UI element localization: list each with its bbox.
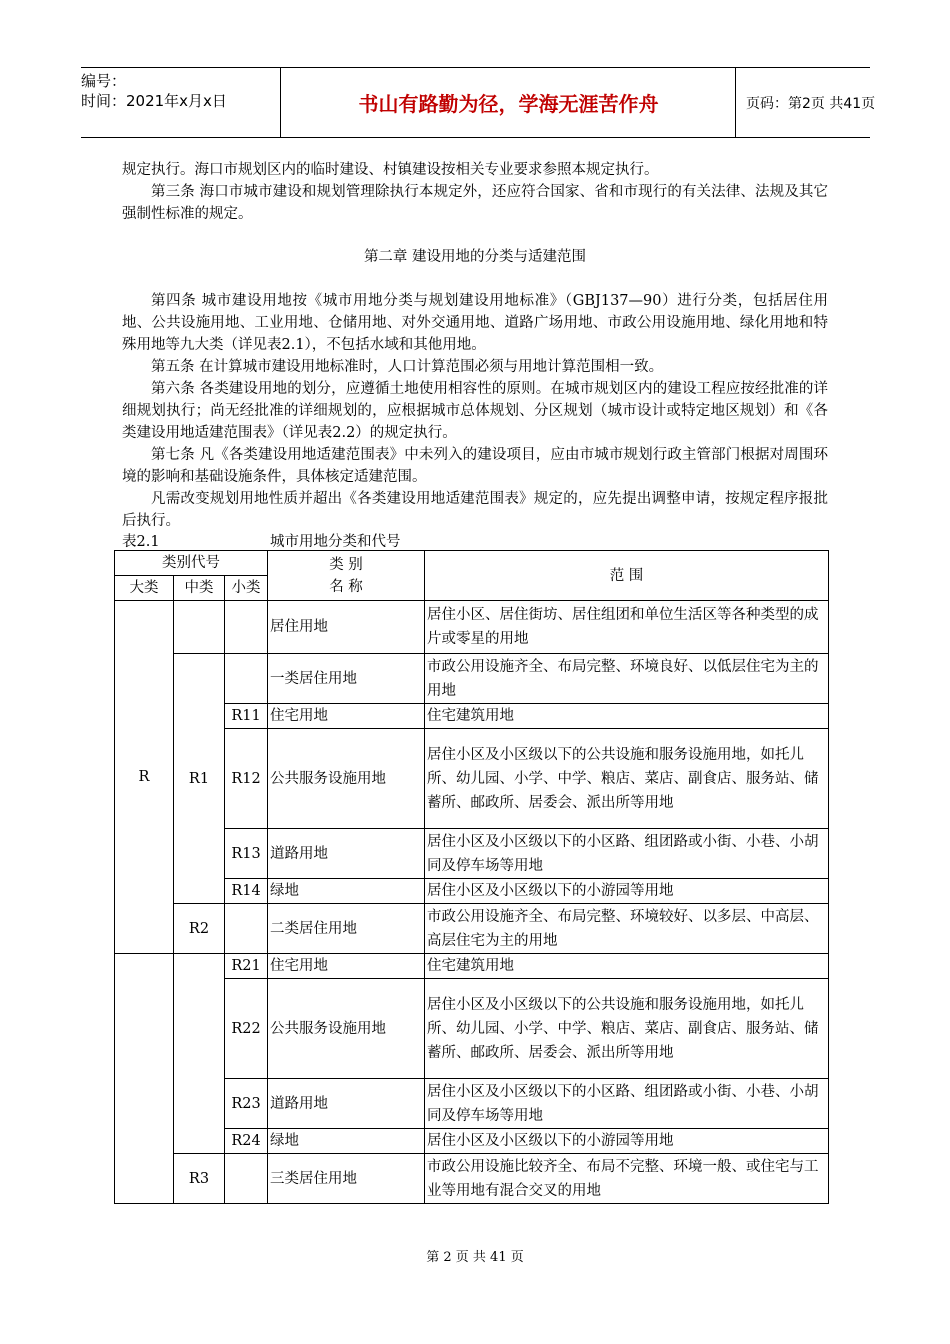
cell-scope: 市政公用设施比较齐全、布局不完整、环境一般、或住宅与工业等用地有混合交叉的用地	[425, 1154, 829, 1204]
cell-scope: 居住小区及小区级以下的小区路、组团路或小街、小巷、小胡同及停车场等用地	[425, 1079, 829, 1129]
cell-name: 一类居住用地	[268, 654, 425, 704]
article-7: 第七条 凡《各类建设用地适建范围表》中未列入的建设项目，应由市城市规划行政主管部门根据对周围环境的影响和基础设施条件，具体核定适建范围。	[122, 447, 828, 485]
cell-name: 住宅用地	[268, 704, 425, 729]
cell-scope: 居住小区及小区级以下的小游园等用地	[425, 879, 829, 904]
cell-scope: 居住小区及小区级以下的小游园等用地	[425, 1129, 829, 1154]
cell-name: 二类居住用地	[268, 904, 425, 954]
cell-name: 绿地	[268, 879, 425, 904]
cell-minor	[225, 601, 268, 654]
cell-name: 公共服务设施用地	[268, 979, 425, 1079]
cell-scope: 住宅建筑用地	[425, 954, 829, 979]
header-medium: 中类	[174, 576, 225, 601]
cell-medium	[174, 601, 225, 654]
cell-scope: 居住小区及小区级以下的小区路、组团路或小街、小巷、小胡同及停车场等用地	[425, 829, 829, 879]
header-name-top: 类 别	[329, 556, 363, 573]
cell-name: 道路用地	[268, 1079, 425, 1129]
table-row	[115, 904, 829, 954]
cell-minor: R14	[225, 879, 268, 904]
cell-scope: 住宅建筑用地	[425, 704, 829, 729]
cell-minor: R12	[225, 729, 268, 829]
header-minor: 小类	[225, 576, 268, 601]
table-title: 城市用地分类和代号	[270, 534, 401, 550]
cell-scope: 居住小区、居住街坊、居住组团和单位生活区等各种类型的成片或零星的用地	[425, 601, 829, 654]
document-number-label: 编号：	[81, 72, 127, 90]
cell-scope: 居住小区及小区级以下的公共设施和服务设施用地，如托儿所、幼儿园、小学、中学、粮店、菜店、副食店、服务站、储蓄所、邮政所、居委会、派出所等用地	[425, 979, 829, 1079]
article-4: 第四条 城市建设用地按《城市用地分类与规划建设用地标准》（GBJ137—90）进行分类，包括居住用地、公共设施用地、工业用地、仓储用地、对外交通用地、道路广场用地、市政公用设施用地、绿化用地和特殊用地等九大类（详见表2.1），不包括水域和其他用地。	[122, 293, 828, 353]
header-motto: 书山有路勤为径，学海无涯苦作舟	[282, 68, 736, 137]
cell-name: 住宅用地	[268, 954, 425, 979]
header-meta	[81, 68, 281, 137]
header-name-bottom: 名 称	[329, 578, 363, 595]
article-7-note: 凡需改变规划用地性质并超出《各类建设用地适建范围表》规定的，应先提出调整申请，按规定程序报批后执行。	[122, 491, 828, 529]
cell-name: 道路用地	[268, 829, 425, 879]
cell-medium: R3	[174, 1154, 225, 1204]
cell-medium	[174, 954, 225, 1154]
cell-minor: R21	[225, 954, 268, 979]
cell-major	[115, 954, 174, 1204]
article-5: 第五条 在计算城市建设用地标准时，人口计算范围必须与用地计算范围相一致。	[151, 359, 664, 375]
page-header	[81, 67, 876, 138]
cell-name: 居住用地	[268, 601, 425, 654]
paragraph: 规定执行。海口市规划区内的临时建设、村镇建设按相关专业要求参照本规定执行。	[122, 162, 659, 178]
cell-name: 三类居住用地	[268, 1154, 425, 1204]
cell-scope: 市政公用设施齐全、布局完整、环境较好、以多层、中高层、高层住宅为主的用地	[425, 904, 829, 954]
chapter-title: 第二章 建设用地的分类与适建范围	[363, 249, 587, 265]
header-major: 大类	[115, 576, 174, 601]
cell-major: R	[115, 601, 174, 954]
cell-minor: R11	[225, 704, 268, 729]
header-page-info: 页码：第2页 共41页	[746, 95, 876, 112]
cell-name: 公共服务设施用地	[268, 729, 425, 829]
cell-name: 绿地	[268, 1129, 425, 1154]
table-row	[115, 954, 829, 979]
paragraph: 第三条 海口市城市建设和规划管理除执行本规定外，还应符合国家、省和市现行的有关法律、法规及其它强制性标准的规定。	[122, 184, 828, 222]
land-use-table	[114, 550, 829, 1204]
article-6: 第六条 各类建设用地的划分，应遵循土地使用相容性的原则。在城市规划区内的建设工程应按经批准的详细规划执行；尚无经批准的详细规划的，应根据城市总体规划、分区规划（城市设计或特定地区规划）和《各类建设用地适建范围表》（详见表2.2）的规定执行。	[122, 381, 828, 441]
page-footer: 第 2 页 共 41 页	[426, 1250, 524, 1265]
cell-minor: R13	[225, 829, 268, 879]
cell-medium: R1	[174, 654, 225, 904]
table-row	[115, 601, 829, 654]
table-row	[115, 654, 829, 704]
table-row	[115, 1154, 829, 1204]
header-name	[268, 551, 425, 601]
document-time-label: 时间：2021年x月x日	[81, 92, 227, 110]
cell-minor	[225, 654, 268, 704]
table-caption	[122, 530, 401, 551]
cell-scope: 居住小区及小区级以下的公共设施和服务设施用地，如托儿所、幼儿园、小学、中学、粮店、菜店、副食店、服务站、储蓄所、邮政所、居委会、派出所等用地	[425, 729, 829, 829]
cell-medium: R2	[174, 904, 225, 954]
document-body	[122, 159, 828, 532]
table-number: 表2.1	[122, 534, 160, 550]
header-code-group: 类别代号	[115, 551, 268, 576]
cell-minor: R22	[225, 979, 268, 1079]
header-scope: 范 围	[425, 551, 829, 601]
cell-minor: R23	[225, 1079, 268, 1129]
cell-minor	[225, 904, 268, 954]
cell-minor	[225, 1154, 268, 1204]
cell-scope: 市政公用设施齐全、布局完整、环境良好、以低层住宅为主的用地	[425, 654, 829, 704]
cell-minor: R24	[225, 1129, 268, 1154]
